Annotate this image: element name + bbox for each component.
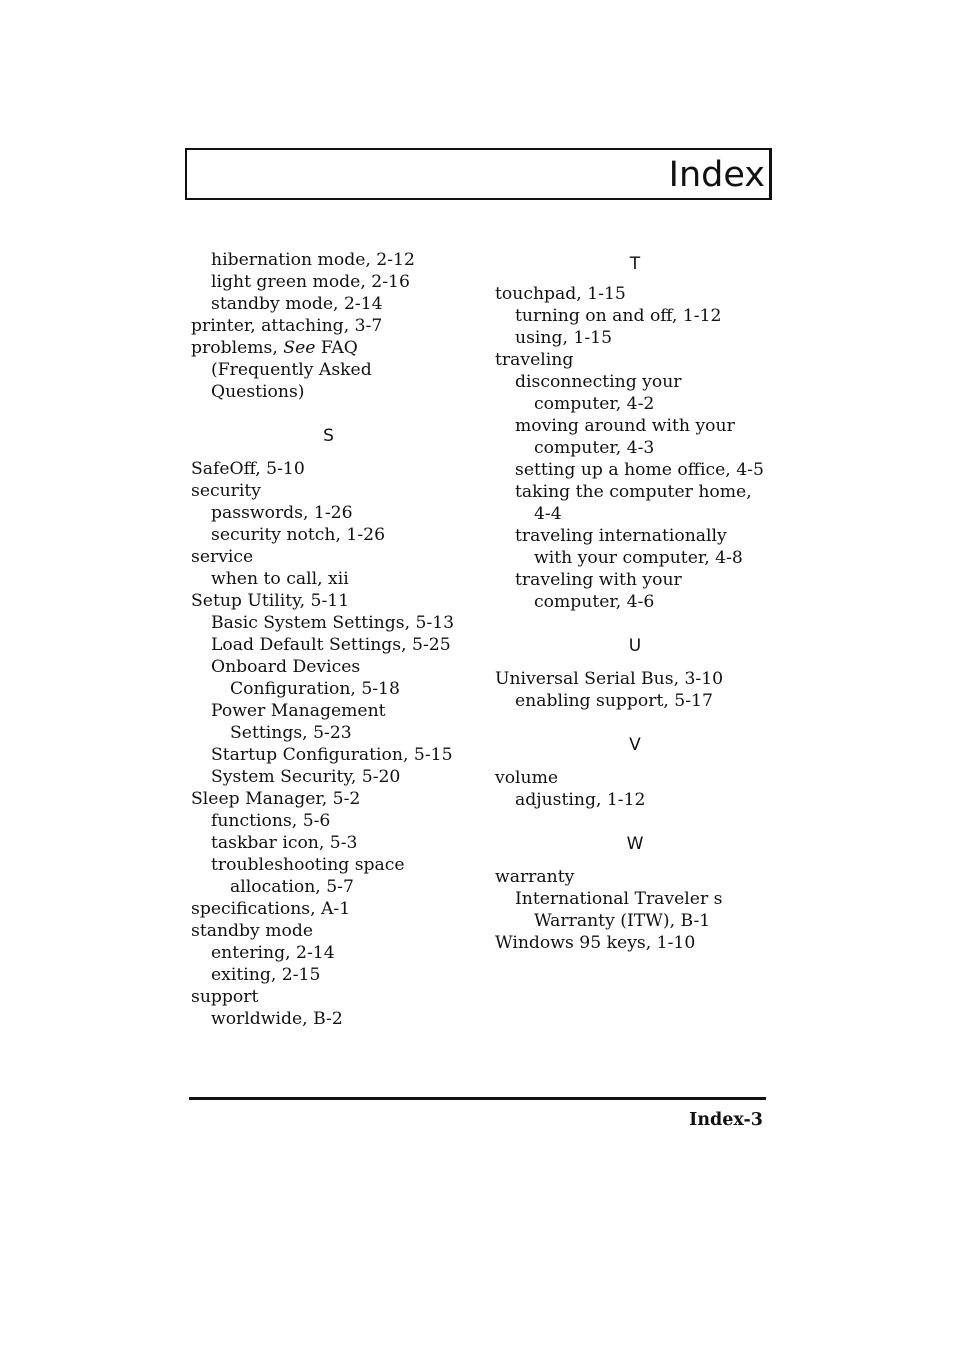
index-subentry: computer, 4-6 — [534, 592, 655, 612]
index-entry: Windows 95 keys, 1-10 — [495, 933, 696, 953]
index-subentry: security notch, 1-26 — [211, 525, 386, 545]
index-entry: volume — [495, 768, 559, 788]
page-title: Index — [668, 155, 765, 195]
index-subentry: International Traveler s — [515, 889, 723, 909]
index-subentry: light green mode, 2-16 — [211, 272, 410, 292]
index-subentry: worldwide, B-2 — [211, 1009, 343, 1029]
index-entry: support — [191, 987, 259, 1007]
index-entry: traveling — [495, 350, 574, 370]
index-subentry: taking the computer home, — [515, 482, 752, 502]
index-subentry: disconnecting your — [515, 372, 682, 392]
index-subentry: 4-4 — [534, 504, 562, 524]
index-entry: Setup Utility, 5-11 — [191, 591, 350, 611]
index-column-left — [191, 249, 466, 1030]
index-letter-heading: W — [626, 834, 644, 854]
footer-rule — [189, 1097, 766, 1100]
index-entry: touchpad, 1-15 — [495, 284, 626, 304]
header-box — [185, 148, 772, 200]
index-subentry: Onboard Devices — [211, 657, 361, 677]
index-subentry: traveling with your — [515, 570, 682, 590]
index-entry: service — [191, 547, 254, 567]
index-subentry: passwords, 1-26 — [211, 503, 353, 523]
index-subentry: allocation, 5-7 — [230, 877, 354, 897]
index-letter-heading: V — [629, 735, 641, 755]
index-entry: SafeOff, 5-10 — [191, 459, 305, 479]
index-subentry: exiting, 2-15 — [211, 965, 321, 985]
index-subentry: functions, 5-6 — [211, 811, 331, 831]
index-entry: Universal Serial Bus, 3-10 — [495, 669, 724, 689]
index-subentry: Settings, 5-23 — [230, 723, 352, 743]
index-subentry: hibernation mode, 2-12 — [211, 250, 415, 270]
index-subentry: Warranty (ITW), B-1 — [534, 911, 711, 931]
page-number: Index-3 — [689, 1110, 763, 1130]
index-subentry: moving around with your — [515, 416, 735, 436]
index-subentry: (Frequently Asked — [211, 360, 372, 380]
index-subentry: Power Management — [211, 701, 386, 721]
index-letter-heading: S — [323, 426, 334, 446]
index-letter-heading: T — [629, 254, 641, 274]
index-letter-heading: U — [628, 636, 642, 656]
index-subentry: Questions) — [211, 382, 305, 402]
index-subentry: enabling support, 5-17 — [515, 691, 713, 711]
entry-text: problems, — [191, 338, 284, 358]
index-entry: Sleep Manager, 5-2 — [191, 789, 361, 809]
index-subentry: troubleshooting space — [211, 855, 405, 875]
index-subentry: entering, 2-14 — [211, 943, 335, 963]
index-entry: security — [191, 481, 262, 501]
see-reference: See — [283, 338, 316, 358]
index-subentry: Basic System Settings, 5-13 — [211, 613, 455, 633]
index-subentry: standby mode, 2-14 — [211, 294, 383, 314]
index-subentry: computer, 4-3 — [534, 438, 655, 458]
index-subentry: Load Default Settings, 5-25 — [211, 635, 451, 655]
index-subentry: taskbar icon, 5-3 — [211, 833, 358, 853]
index-entry — [191, 337, 466, 359]
index-subentry: Configuration, 5-18 — [230, 679, 400, 699]
index-entry: standby mode — [191, 921, 314, 941]
index-subentry: adjusting, 1-12 — [515, 790, 646, 810]
index-entry: printer, attaching, 3-7 — [191, 316, 383, 336]
index-subentry: System Security, 5-20 — [211, 767, 401, 787]
index-subentry: traveling internationally — [515, 526, 727, 546]
see-target: FAQ — [315, 338, 358, 358]
index-entry: specifications, A-1 — [191, 899, 351, 919]
index-column-right — [495, 249, 775, 954]
index-subentry: using, 1-15 — [515, 328, 612, 348]
index-subentry: turning on and off, 1-12 — [515, 306, 722, 326]
index-subentry: computer, 4-2 — [534, 394, 655, 414]
index-subentry: with your computer, 4-8 — [534, 548, 743, 568]
index-entry: warranty — [495, 867, 575, 887]
index-subentry: Startup Configuration, 5-15 — [211, 745, 453, 765]
index-subentry: when to call, xii — [211, 569, 349, 589]
index-subentry: setting up a home office, 4-5 — [515, 460, 764, 480]
